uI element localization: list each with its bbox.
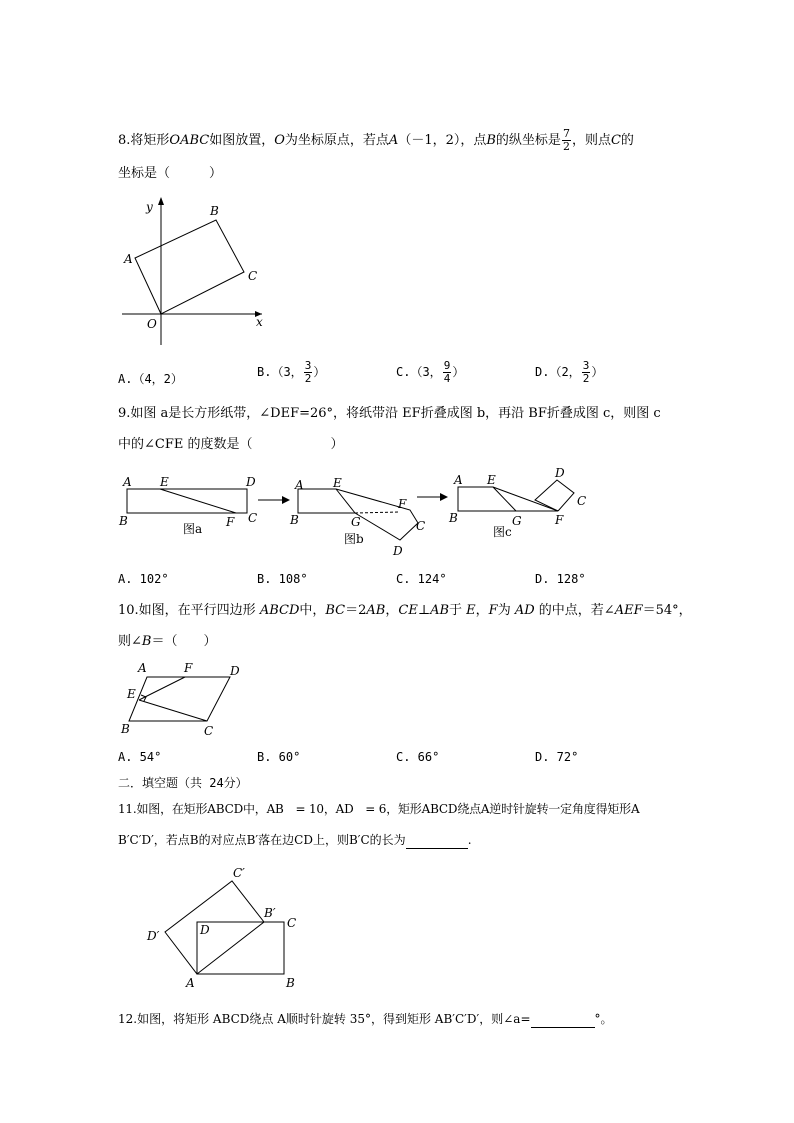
q8-label-x: x	[256, 315, 263, 329]
q9a-label-B: B	[119, 514, 128, 528]
q11-rectangles	[165, 881, 284, 974]
section-title: 二．填空题（共 24分）	[118, 776, 248, 790]
q9a-label-D: D	[246, 475, 256, 489]
q9c-label-C: C	[577, 494, 587, 508]
q9-line2: 中的∠CFE 的度数是（ ）	[118, 437, 344, 452]
q10-line2: 则∠B＝（ ）	[118, 634, 217, 649]
q8-line1: 8.将矩形OABC如图放置，O为坐标原点，若点A（－1，2），点B的纵坐标是 $\frac{7}{2}$ ，则点C的	[118, 127, 634, 153]
q11-label-B1: B′	[264, 906, 276, 920]
q10-option-c: C. 66°	[396, 750, 440, 764]
q9b-label-D: D	[393, 544, 403, 558]
q9a-label-F: F	[226, 515, 235, 529]
q9-line1: 9.如图 a是长方形纸带，∠DEF=26°，将纸带沿 EF折叠成图 b，再沿 BF折叠成图 c，则图 c	[118, 406, 661, 421]
q11-label-C1: C′	[233, 866, 245, 880]
q9b-label-A: A	[295, 478, 304, 492]
q8-label-y: y	[146, 200, 153, 214]
q8-fraction: $\frac{7}{2}$	[562, 127, 570, 153]
q9a-label-E: E	[160, 475, 169, 489]
q11-label-C: C	[287, 916, 297, 930]
q9c-label-A: A	[454, 473, 463, 487]
q10-label-C: C	[204, 724, 214, 738]
q12-line: 12.如图，将矩形 ABCD绕点 A顺时针旋转 35°，得到矩形 AB′C′D′，则∠a= °。	[118, 1012, 613, 1026]
q11-label-D: D	[200, 923, 210, 937]
q9-option-b: B. 108°	[257, 572, 308, 586]
q9-option-d: D. 128°	[535, 572, 586, 586]
q9c-label-B: B	[449, 511, 458, 525]
q12-answer-blank[interactable]	[531, 1011, 595, 1028]
q8-option-b: B.（3， $\frac{3}{2}$ ）	[257, 359, 326, 385]
q11-line1: 11.如图，在矩形ABCD中，AB = 10，AD = 6，矩形ABCD绕点A逆时针旋转一定角度得矩形A	[118, 802, 640, 816]
q9-option-c: C. 124°	[396, 572, 447, 586]
q8-label-C: C	[248, 269, 258, 283]
q9a-label-C: C	[248, 511, 258, 525]
q11-label-B: B	[286, 976, 295, 990]
q10-label-D: D	[230, 664, 240, 678]
q8-option-a: A.（4，2）	[118, 372, 183, 386]
q9b-label-E: E	[333, 476, 342, 490]
q9a-caption: 图a	[183, 522, 203, 536]
q9c-label-G: G	[512, 514, 522, 528]
q10-label-F: F	[184, 661, 193, 675]
q8-label-B: B	[210, 204, 219, 218]
q9b-label-C: C	[416, 519, 426, 533]
q10-label-A: A	[138, 661, 147, 675]
q9b-caption: 图b	[344, 532, 364, 546]
q11-label-A: A	[186, 976, 195, 990]
q9c-label-F: F	[555, 513, 564, 527]
q10-label-E: E	[127, 687, 136, 701]
q11-line2: B′C′D′，若点B的对应点B′落在边CD上，则B′C的长为 .	[118, 833, 472, 847]
q10-label-B: B	[121, 722, 130, 736]
q9c-label-D: D	[555, 466, 565, 480]
q10-line1: 10.如图，在平行四边形 ABCD中，BC＝2AB，CE⊥AB于 E，F为 AD 的中点，若∠AEF＝54°，	[118, 603, 692, 618]
q8-option-d: D.（2， $\frac{3}{2}$ ）	[535, 359, 604, 385]
q8-label-O: O	[147, 317, 157, 331]
q9-option-a: A. 102°	[118, 572, 169, 586]
q11-label-D1: D′	[147, 929, 160, 943]
q9c-label-E: E	[487, 473, 496, 487]
q9a-label-A: A	[123, 475, 132, 489]
q8-label-A: A	[124, 252, 133, 266]
q10-option-a: A. 54°	[118, 750, 162, 764]
q9b-label-G: G	[351, 515, 361, 529]
q10-option-b: B. 60°	[257, 750, 301, 764]
q8-line2: 坐标是（ ）	[118, 166, 223, 181]
q9b-label-B: B	[290, 513, 299, 527]
q9b-label-F: F	[398, 497, 407, 511]
q8-option-c: C.（3， $\frac{9}{4}$ ）	[396, 359, 465, 385]
q9c-caption: 图c	[493, 525, 512, 539]
q10-option-d: D. 72°	[535, 750, 579, 764]
